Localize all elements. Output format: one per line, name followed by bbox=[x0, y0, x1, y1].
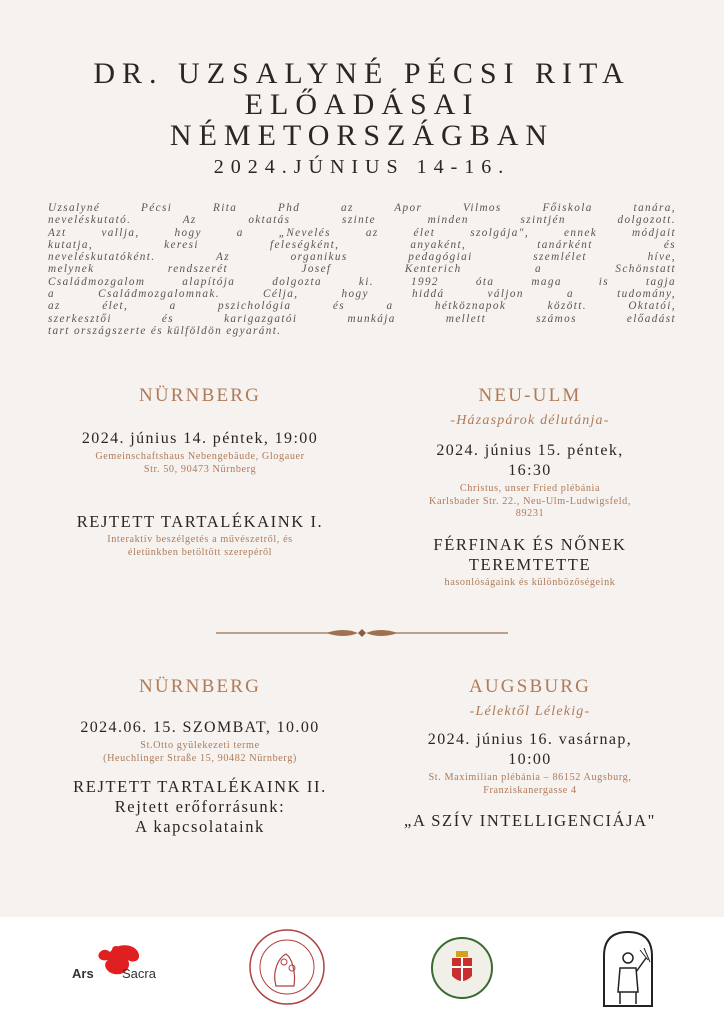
intro-paragraph bbox=[48, 202, 676, 337]
event-title: A kapcsolataink bbox=[135, 817, 265, 836]
intro-line: Azt vallja, hogy a „Nevelés az élet szolgája", ennek módjait bbox=[48, 226, 676, 239]
seal-icon bbox=[248, 928, 326, 1006]
mkpk-seal-logo bbox=[248, 928, 326, 1006]
event-city: NÜRNBERG bbox=[138, 676, 262, 697]
event-city: AUGSBURG bbox=[468, 676, 592, 697]
sacra-text: Sacra bbox=[122, 966, 156, 981]
event-description: Interaktív beszélgetés a művészetről, és bbox=[107, 534, 293, 545]
event-title: „A SZÍV INTELLIGENCIÁJA" bbox=[404, 811, 656, 830]
event-venue-line: (Heuchlinger Straße 15, 90482 Nürnberg) bbox=[103, 752, 297, 764]
title-line-3: NÉMETORSZÁGBAN bbox=[169, 119, 555, 152]
event-title: FÉRFINAK ÉS NŐNEK bbox=[433, 534, 627, 554]
event-datetime: 2024. június 14. péntek, 19:00 bbox=[81, 430, 319, 447]
intro-line: Uzsalyné Pécsi Rita Phd az Apor Vilmos Főiskola tanára, bbox=[48, 202, 676, 214]
event-neu-ulm bbox=[370, 385, 690, 589]
event-venue-line: Franziskanergasse 4 bbox=[483, 784, 577, 796]
event-datetime: 2024.06. 15. SZOMBAT, 10.00 bbox=[80, 719, 320, 736]
intro-line: tart országszerte és külföldön egyaránt. bbox=[48, 324, 282, 337]
event-nurnberg-2 bbox=[40, 676, 360, 837]
event-subtitle: -Lélektől Lélekig- bbox=[469, 704, 591, 719]
event-venue-line: St. Maximilian plébánia – 86152 Augsburg, bbox=[428, 772, 632, 783]
intro-line: neveléskutatóként. Az organikus pedagógiai szemlélet híve, bbox=[48, 251, 676, 264]
event-date-range: 2024.JÚNIUS 14-16. bbox=[213, 156, 511, 178]
intro-line: neveléskutató. Az oktatás szinte minden szintjén dolgozott. bbox=[48, 214, 676, 227]
event-augsburg bbox=[370, 676, 690, 831]
saint-figure-icon bbox=[600, 928, 656, 1008]
event-venue-line: Str. 50, 90473 Nürnberg bbox=[143, 463, 257, 475]
intro-line: kutatja, keresi feleségként, anyaként, tanárként és bbox=[48, 238, 676, 251]
event-venue-line: Christus, unser Fried plébánia bbox=[459, 483, 601, 494]
event-description: életünkben betöltött szerepéről bbox=[127, 546, 273, 558]
event-description: hasonlóságaink és különbözőségeink bbox=[444, 576, 616, 588]
title-line-1: DR. UZSALYNÉ PÉCSI RITA bbox=[93, 57, 631, 90]
crest-icon bbox=[430, 936, 494, 1000]
event-datetime: 2024. június 15. péntek, bbox=[436, 442, 624, 459]
intro-line: melynek rendszerét Josef Kenterich a Schönstatt bbox=[48, 263, 676, 276]
event-venue-line: St.Otto gyülekezeti terme bbox=[140, 740, 260, 751]
event-city: NÜRNBERG bbox=[138, 385, 262, 406]
intro-line: a Családmozgalomnak. Célja, hogy hiddá váljon a tudomány, bbox=[48, 288, 676, 301]
event-title: Rejtett erőforrásunk: bbox=[114, 797, 286, 816]
event-venue-line: Gemeinschaftshaus Nebengebäude, Glogauer bbox=[95, 451, 305, 462]
intro-line: Családmozgalom alapítója dolgozta ki. 1992 óta maga is tagja bbox=[48, 275, 676, 288]
event-title: REJTETT TARTALÉKAINK I. bbox=[76, 512, 324, 531]
ornament-divider bbox=[216, 626, 508, 640]
saint-arch-logo bbox=[600, 928, 656, 1008]
event-datetime: 16:30 bbox=[508, 462, 552, 479]
event-title: REJTETT TARTALÉKAINK II. bbox=[73, 777, 327, 796]
event-datetime: 2024. június 16. vasárnap, bbox=[427, 731, 633, 748]
ars-text: Ars bbox=[72, 966, 94, 981]
intro-line: szerkesztői és karigazgatói munkája mellett számos előadást bbox=[48, 312, 676, 325]
event-city: NEU-ULM bbox=[478, 385, 582, 406]
title-line-2: ELŐADÁSAI bbox=[244, 88, 480, 121]
intro-line: az élet, a pszichológia és a hétköznapok között. Oktatói, bbox=[48, 300, 676, 313]
event-nurnberg-1 bbox=[40, 385, 360, 559]
event-subtitle: -Házaspárok délutánja- bbox=[450, 413, 610, 428]
event-venue-line: Karlsbader Str. 22., Neu-Ulm-Ludwigsfeld, bbox=[429, 495, 631, 507]
ars-sacra-logo bbox=[72, 942, 172, 998]
event-venue-line: 89231 bbox=[515, 508, 545, 519]
event-datetime: 10:00 bbox=[508, 751, 552, 768]
event-title: TEREMTETTE bbox=[468, 554, 592, 574]
festival-crest-logo bbox=[430, 936, 494, 1000]
